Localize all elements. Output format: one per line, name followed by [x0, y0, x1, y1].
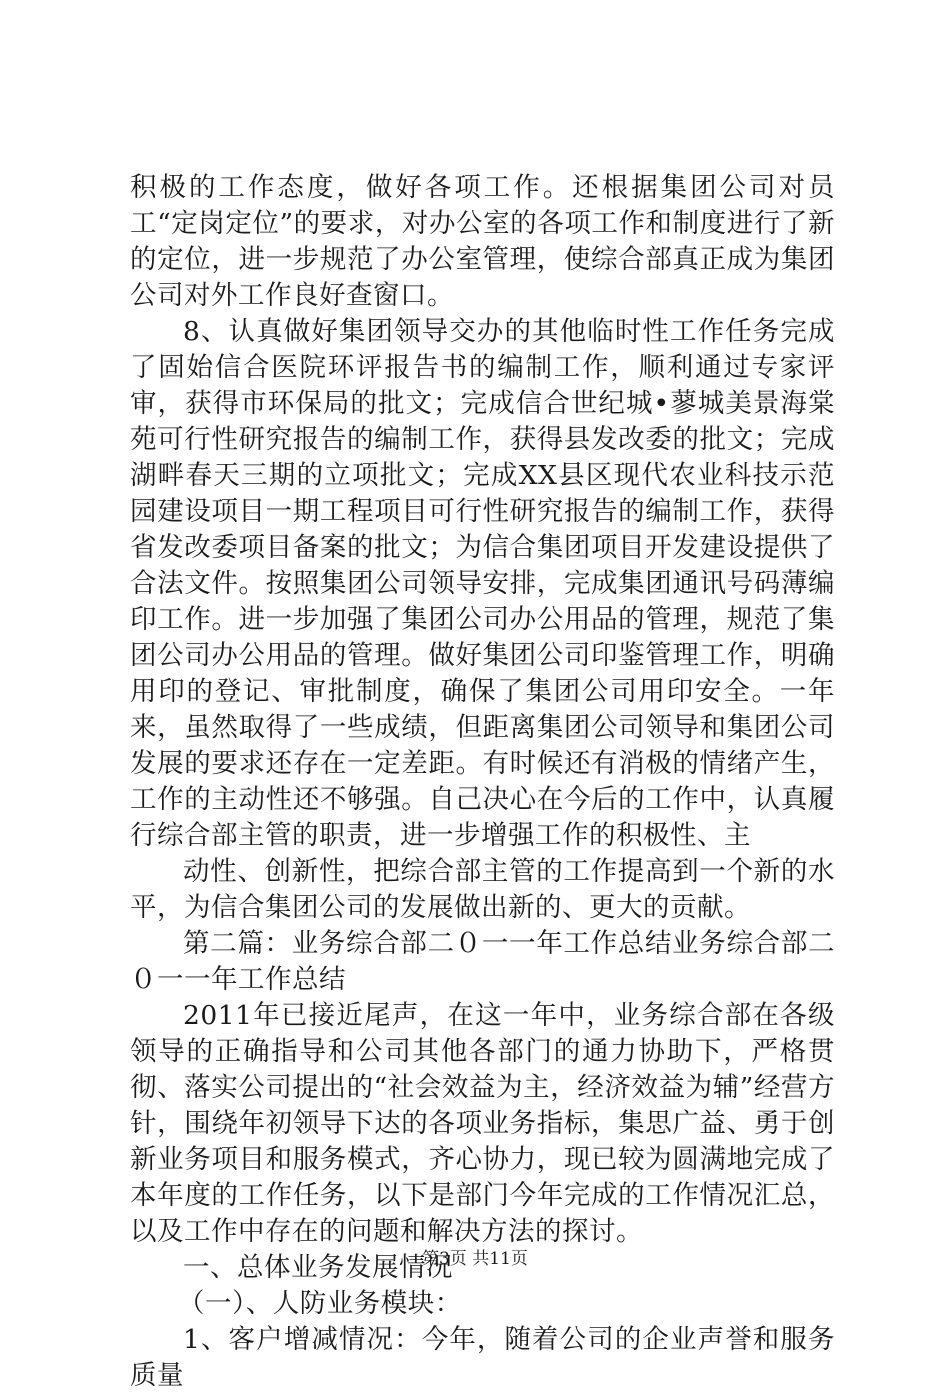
paragraph-item-8: 8、认真做好集团领导交办的其他临时性工作任务完成了固始信合医院环评报告书的编制工作，顺利通过专家评审，获得市环保局的批文；完成信合世纪城•蓼城美景海棠苑可行性研究报告的编制工作，获得县发改委的批文；完成湖畔春天三期的立项批文；完成XX县区现代农业科技示范园建设项目一期工程项目可行性研究报告的编制工作，获得省发改委项目备案的批文；为信合集团项目开发建设提供了合法文件。按照集团公司领导安排，完成集团通讯号码薄编印工作。进一步加强了集团公司办公用品的管理，规范了集团公司办公用品的管理。做好集团公司印鉴管理工作，明确用印的登记、审批制度，确保了集团公司用印安全。一年来，虽然取得了一些成绩，但距离集团公司领导和集团公司发展的要求还存在一定差距。有时候还有消极的情绪产生，工作的主动性还不够强。自己决心在今后的工作中，认真履行综合部主管的职责，进一步增强工作的积极性、主 [130, 316, 835, 851]
section-heading-part-two: 第二篇：业务综合部二０一一年工作总结业务综合部二０一一年工作总结 [130, 928, 835, 995]
page-number-footer: 第3页 共11页 [422, 1249, 528, 1269]
heading-overall-business: 一、总体业务发展情况 [183, 1252, 453, 1283]
paragraph-closing: 动性、创新性，把综合部主管的工作提高到一个新的水平，为信合集团公司的发展做出新的、更大的贡献。 [130, 856, 835, 923]
paragraph-continuation: 积极的工作态度，做好各项工作。还根据集团公司对员工“定岗定位”的要求，对办公室的各项工作和制度进行了新的定位，进一步规范了办公室管理，使综合部真正成为集团公司对外工作良好查窗口。 [130, 172, 835, 311]
heading-civil-defense-module: （一）、人防业务模块： [178, 1288, 462, 1319]
paragraph-intro-2011: 2011年已接近尾声，在这一年中，业务综合部在各级领导的正确指导和公司其他各部门的通力协助下，严格贯彻、落实公司提出的“社会效益为主，经济效益为辅”经营方针，围绕年初领导下达的各项业务指标，集思广益、勇于创新业务项目和服务模式，齐心协力，现已较为圆满地完成了本年度的工作任务，以下是部门今年完成的工作情况汇总，以及工作中存在的问题和解决方法的探讨。 [130, 1000, 835, 1247]
document-body [130, 170, 835, 1394]
paragraph-client-changes: 1、客户增减情况：今年，随着公司的企业声誉和服务质量 [130, 1324, 835, 1391]
